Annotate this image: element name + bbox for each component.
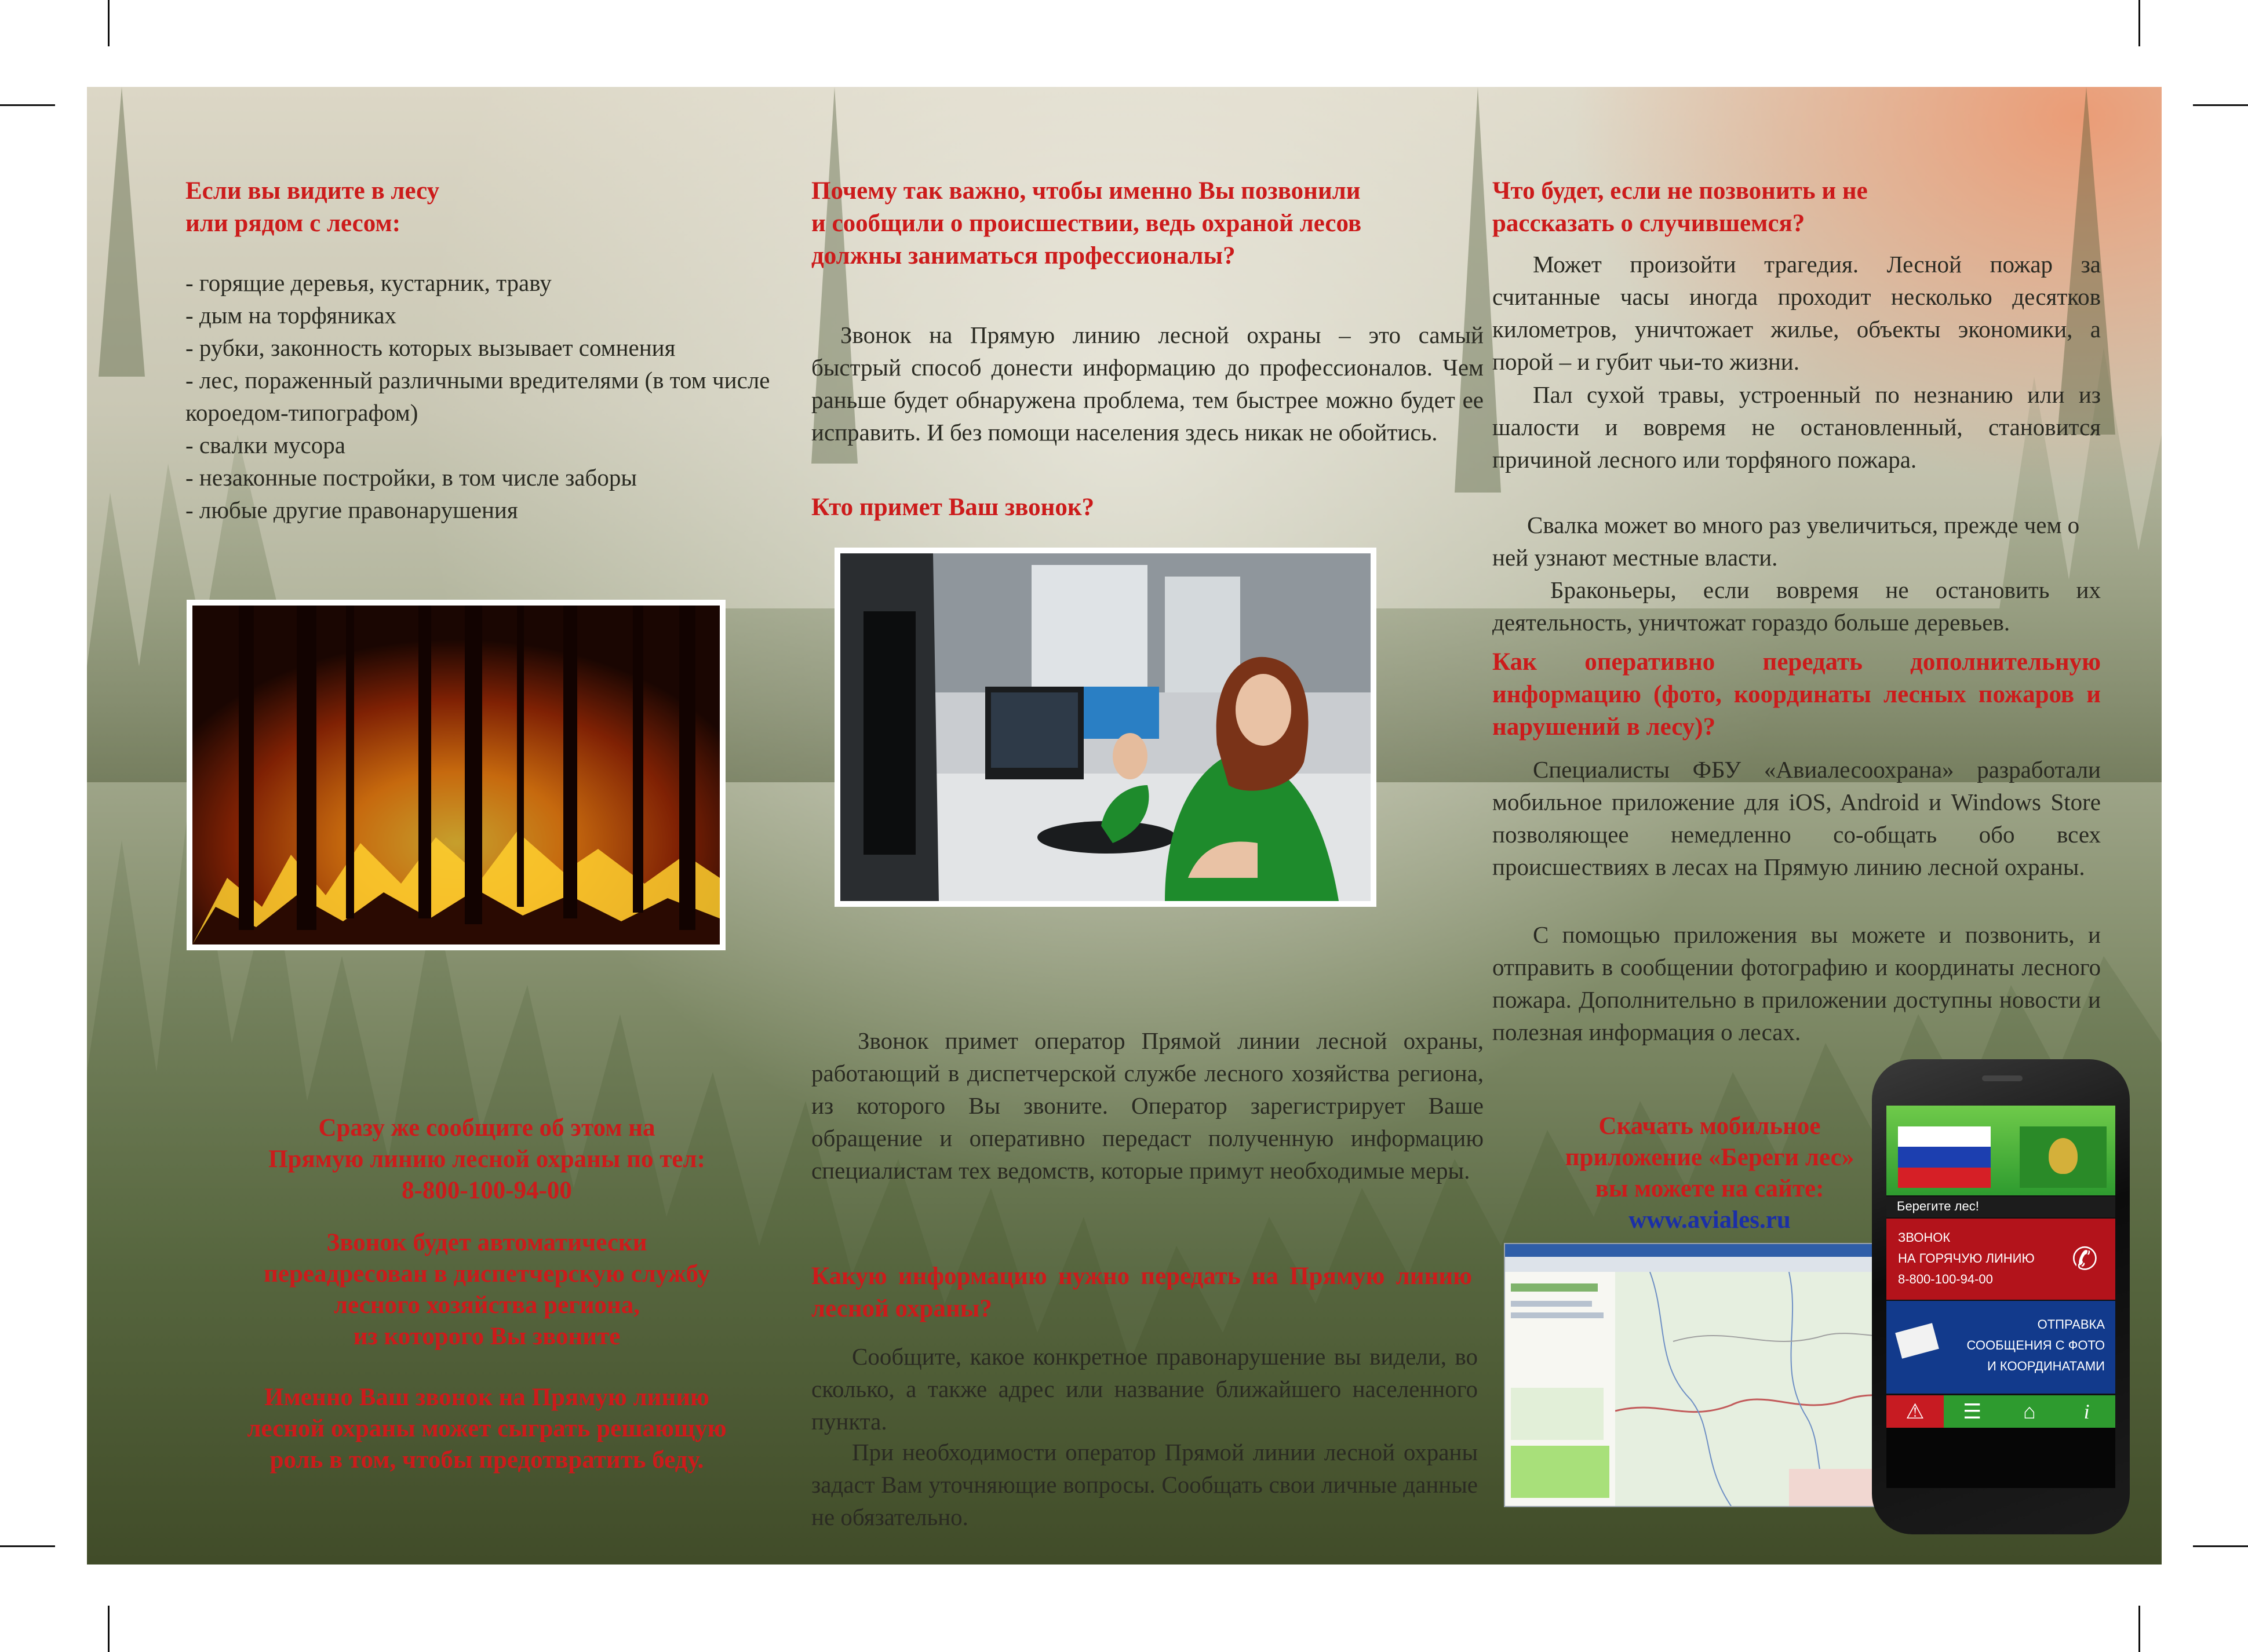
column2-paragraph-report: Сообщите, какое конкретное правонарушение вы видели, во сколько, а также адрес или название ближайшего населенного пункта. — [811, 1343, 1478, 1435]
crop-mark — [108, 1606, 110, 1652]
column3-paragraph-app: Специалисты ФБУ «Авиалесоохрана» разработали мобильное приложение для iOS, Android и Windows Store позволяющее немедленно со-общать обо всех происшествиях в лесах на Прямую линию лесной охраны. — [1492, 756, 2101, 880]
column2-heading-who: Кто примет Ваш звонок? — [811, 494, 1095, 521]
list-item: - свалки мусора — [185, 432, 345, 458]
column3-heading-how: Как оперативно передать дополнительную информацию (фото, координаты лесных пожаров и нарушений в лесу)? — [1492, 648, 2101, 741]
phone-icon: ✆ — [2071, 1242, 2098, 1277]
crop-mark — [2193, 1545, 2248, 1547]
list-item: - горящие деревья, кустарник, траву — [185, 269, 552, 296]
app-title: Берегите лес! — [1886, 1197, 2115, 1217]
redirect-note: Звонок будет автоматически переадресован в диспетчерскую службу лесного хозяйства региона, из которого Вы звоните — [264, 1229, 710, 1350]
column3-paragraph-poachers: Браконьеры, если вовремя не остановить их деятельность, уничтожат гораздо больше деревьев. — [1492, 577, 2101, 636]
list-item: - рубки, законность которых вызывает сомнения — [185, 334, 676, 361]
envelope-icon — [1895, 1323, 1939, 1359]
column3-heading-consequences: Что будет, если не позвонить и не рассказать о случившемся? — [1492, 177, 1868, 237]
app-header — [1886, 1106, 2115, 1195]
list-item: - любые другие правонарушения — [185, 497, 518, 523]
smartphone-mockup — [1872, 1059, 2130, 1534]
russian-flag-icon — [1898, 1126, 1991, 1188]
importance-note: Именно Ваш звонок на Прямую линию лесной охраны может сыграть решающую роль в том, чтобы предотвратить беду. — [247, 1384, 727, 1474]
home-icon[interactable]: ⌂ — [2001, 1395, 2058, 1428]
news-icon[interactable]: ☰ — [1944, 1395, 2001, 1428]
column3-paragraph-tragedy: Может произойти трагедия. Лесной пожар за считанные часы иногда проходит несколько десятков километров, уничтожает жилье, объекты экономики, а порой – и губит чьи-то жизни. — [1492, 251, 2101, 375]
column2-paragraph-why: Звонок на Прямую линию лесной охраны – это самый быстрый способ донести информацию до профессионалов. Чем раньше будет обнаружена проблема, тем быстрее можно будет ее исправить. И без помощи населения здесь никак не обойтись. — [811, 322, 1484, 446]
emblem-icon — [2020, 1126, 2107, 1188]
list-item: - лес, пораженный различными вредителями (в том числе короедом-типографом) — [185, 367, 770, 426]
column2-paragraph-questions: При необходимости оператор Прямой линии лесной охраны задаст Вам уточняющие вопросы. Сообщать свои личные данные не обязательно. — [811, 1439, 1478, 1530]
operators-photo — [835, 548, 1376, 907]
column1-heading: Если вы видите в лесу или рядом с лесом: — [185, 177, 440, 237]
column2-heading-why: Почему так важно, чтобы именно Вы позвонили и сообщили о происшествии, ведь охраной лесов должны заниматься профессионалы? — [811, 177, 1362, 269]
call-hotline-button[interactable]: ЗВОНОК НА ГОРЯЧУЮ ЛИНИЮ 8-800-100-94-00 ✆ — [1886, 1219, 2115, 1300]
download-text: Скачать мобильное приложение «Береги лес» вы можете на сайте: — [1565, 1113, 1854, 1202]
column2-heading-what: Какую информацию нужно передать на Прямую линию лесной охраны? — [811, 1263, 1472, 1322]
crop-mark — [2193, 104, 2248, 106]
column3-paragraph-features: С помощью приложения вы можете и позвонить, и отправить в сообщении фотографию и координаты лесного пожара. Дополнительно в приложении доступны новости и полезная информация о лесах. — [1492, 921, 2101, 1045]
app-tab-bar — [1886, 1395, 2115, 1428]
crop-mark — [108, 0, 110, 46]
column3-paragraph-grass: Пал сухой травы, устроенный по незнанию или из шалости и вовремя не остановленный, становится причиной лесного или торфяного пожара. — [1492, 381, 2101, 473]
warning-list — [185, 267, 800, 526]
info-icon[interactable]: i — [2058, 1395, 2115, 1428]
send-report-button[interactable]: ОТПРАВКА СООБЩЕНИЯ С ФОТО И КООРДИНАТАМИ — [1886, 1301, 2115, 1394]
crop-mark — [2138, 1606, 2140, 1652]
app-screen — [1886, 1106, 2115, 1488]
column3-paragraph-dump: Свалка может во много раз увеличиться, прежде чем о ней узнают местные власти. — [1492, 512, 2080, 571]
brochure-sheet — [87, 87, 2162, 1565]
aviales-link[interactable]: www.aviales.ru — [1628, 1206, 1791, 1234]
list-item: - незаконные постройки, в том числе заборы — [185, 464, 637, 491]
download-prompt — [1510, 1111, 1910, 1236]
list-item: - дым на торфяниках — [185, 302, 397, 329]
warning-icon[interactable]: ⚠ — [1886, 1395, 1944, 1428]
crop-mark — [2138, 0, 2140, 46]
call-instruction: Сразу же сообщите об этом на Прямую линию лесной охраны по тел: 8-800-100-94-00 — [268, 1114, 705, 1204]
crop-mark — [0, 1545, 55, 1547]
forest-fire-photo — [187, 600, 726, 950]
column2-paragraph-operator: Звонок примет оператор Прямой линии лесной охраны, работающий в диспетчерской службе лесного хозяйства региона, из которого Вы звоните. Оператор зарегистрирует Ваше обращение и оперативно передаст полученную информацию специалистам тех ведомств, которые примут необходимые меры. — [811, 1027, 1484, 1184]
crop-mark — [0, 104, 55, 106]
